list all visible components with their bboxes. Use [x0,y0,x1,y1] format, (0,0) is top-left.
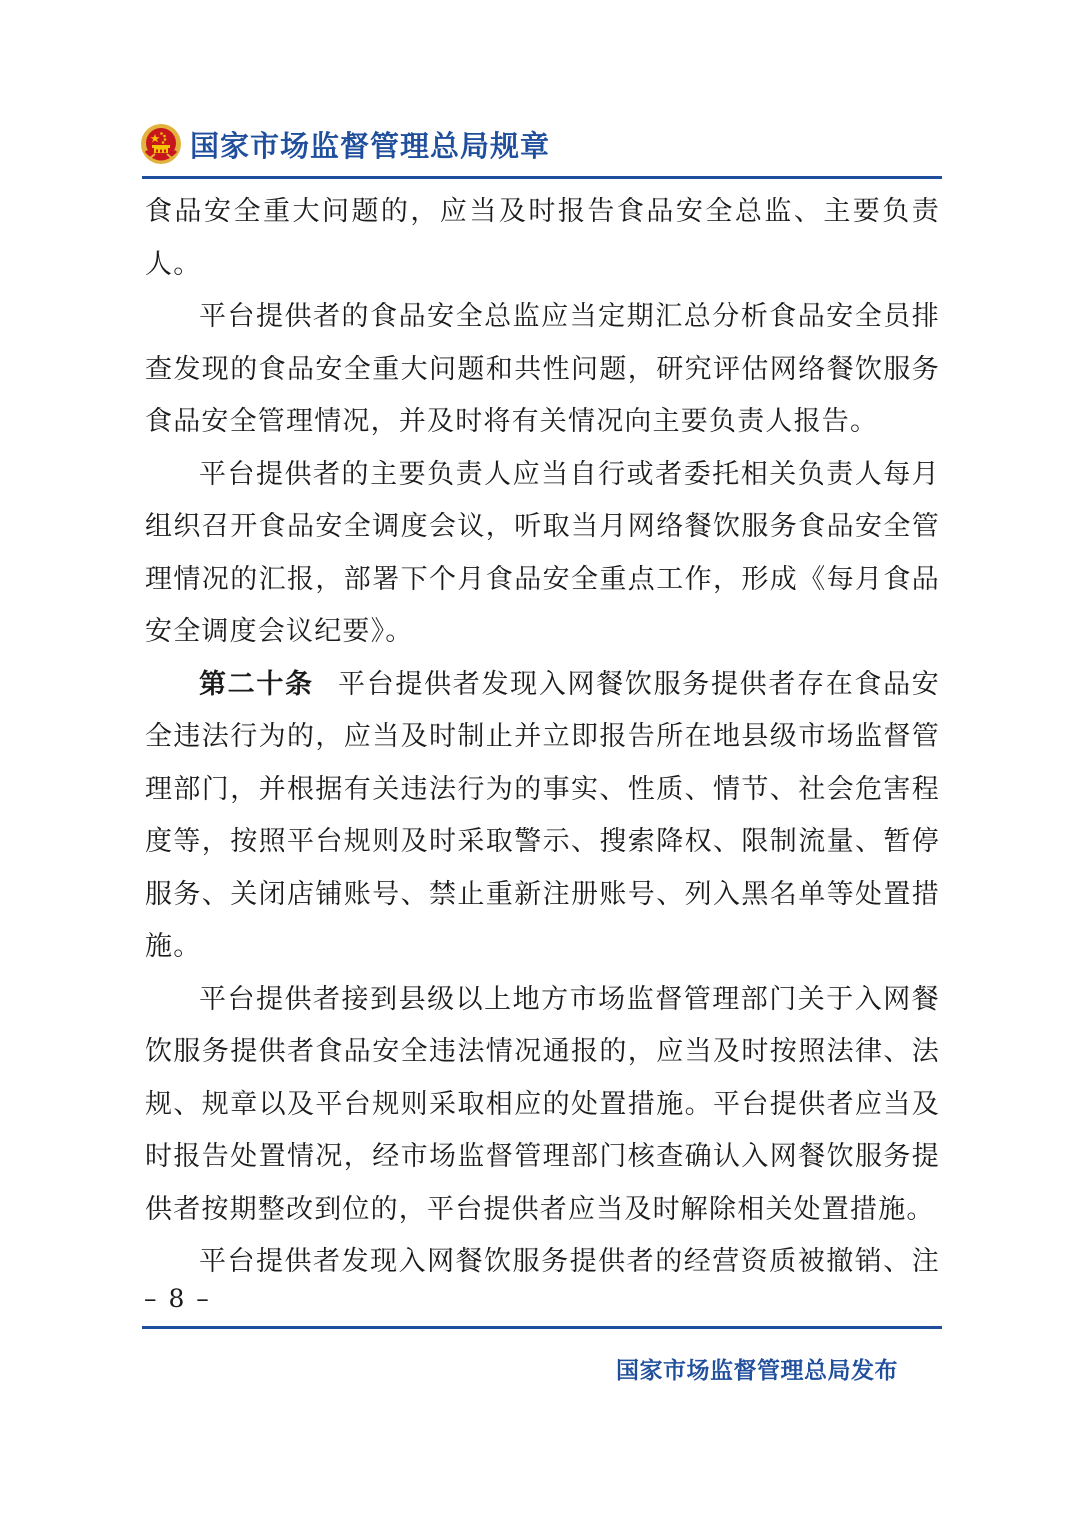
paragraph-text: 平台提供者的食品安全总监应当定期汇总分析食品安全员排查发现的食品安全重大问题和共性问题，研究评估网络餐饮服务食品安全管理情况，并及时将有关情况向主要负责人报告。 [145,301,940,437]
article-heading: 第二十条 [199,668,314,700]
paragraph-text: 平台提供者的主要负责人应当自行或者委托相关负责人每月组织召开食品安全调度会议，听取当月网络餐饮服务食品安全管理情况的汇报，部署下个月食品安全重点工作，形成《每月食品安全调度会议纪要》。 [145,458,940,647]
page-header [140,118,940,170]
article-paragraph [145,659,940,974]
paragraph-text: 平台提供者接到县级以上地方市场监督管理部门关于入网餐饮服务提供者食品安全违法情况通报的，应当及时按照法律、法规、规章以及平台规则采取相应的处置措施。平台提供者应当及时报告处置情况，经市场监督管理部门核查确认入网餐饮服务提供者按期整改到位的，平台提供者应当及时解除相关处置措施。 [145,983,940,1225]
paragraph [145,1236,940,1289]
paragraph-text: 平台提供者发现入网餐饮服务提供者的经营资质被撤销、注 [199,1246,940,1277]
paragraph [145,449,940,659]
paragraph [145,291,940,449]
document-body [145,186,940,1289]
national-emblem-icon [140,123,182,165]
paragraph-text: 食品安全重大问题的，应当及时报告食品安全总监、主要负责人。 [145,196,940,280]
header-divider [142,176,942,179]
paragraph [145,974,940,1237]
footer-divider [142,1326,942,1329]
header-title: 国家市场监督管理总局规章 [190,128,551,163]
paragraph-text: 平台提供者发现入网餐饮服务提供者存在食品安全违法行为的，应当及时制止并立即报告所在地县级市场监督管理部门，并根据有关违法行为的事实、性质、情节、社会危害程度等，按照平台规则及时采取警示、搜索降权、限制流量、暂停服务、关闭店铺账号、禁止重新注册账号、列入黑名单等处置措施。 [145,668,940,962]
page-number: – 8 – [144,1284,211,1313]
paragraph [145,186,940,291]
footer-publisher: 国家市场监督管理总局发布 [616,1358,898,1384]
